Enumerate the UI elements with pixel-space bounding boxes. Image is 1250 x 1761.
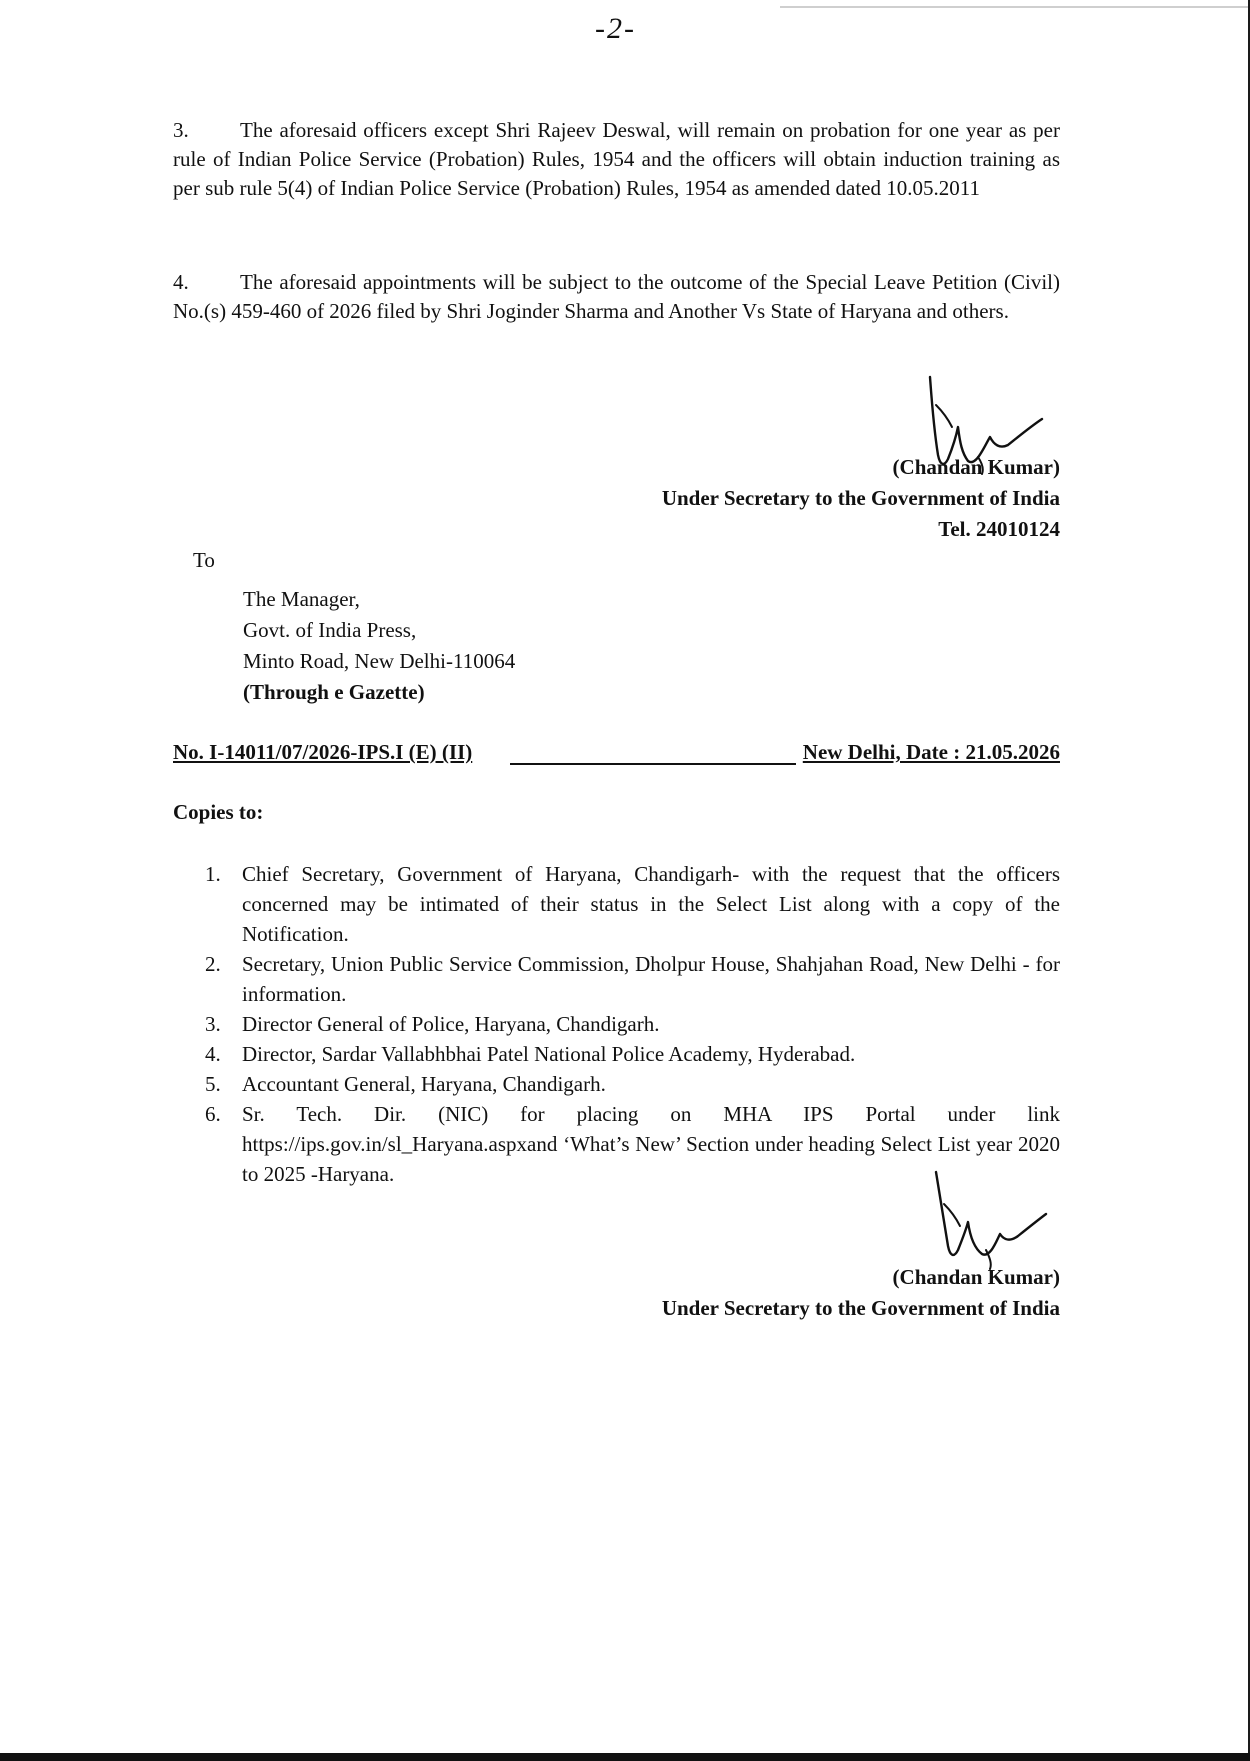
list-item [173, 949, 1060, 1009]
reference-place-date: New Delhi, Date : 21.05.2026 [802, 740, 1060, 764]
paragraph-number: 3. [173, 118, 189, 142]
paragraph-3 [173, 116, 1060, 203]
signatory-block-2 [662, 1262, 1060, 1324]
list-item-text: Chief Secretary, Government of Haryana, Chandigarh- with the request that the officers concerned may be intimated of their status in the Select List along with a copy of the Notification. [242, 862, 1060, 946]
list-item [173, 859, 1060, 949]
list-item-number: 3. [205, 1012, 221, 1036]
paragraph-number: 4. [173, 270, 189, 294]
page-number: -2- [595, 12, 636, 45]
paragraph-text: The aforesaid officers except Shri Rajeev Deswal, will remain on probation for one year as per rule of Indian Police Service (Probation) Rules, 1954 and the officers will obtain induction training as per sub rule 5(4) of Indian Police Service (Probation) Rules, 1954 as amended dated 10.05.2011 [173, 118, 1060, 200]
reference-number: No. I-14011/07/2026-IPS.I (E) (II) [173, 740, 473, 764]
signatory-designation: Under Secretary to the Government of India [661, 486, 1060, 510]
paragraph-text: The aforesaid appointments will be subject to the outcome of the Special Leave Petition (Civil) No.(s) 459-460 of 2026 filed by Shri Joginder Sharma and Another Vs State of Haryana and others. [173, 270, 1060, 323]
to-label: To [193, 548, 215, 572]
list-item [173, 1069, 1060, 1099]
scan-edge-top [780, 6, 1250, 8]
address-line: Govt. of India Press, [243, 618, 417, 642]
list-item [173, 1099, 1060, 1189]
signatory-block-1 [662, 452, 1060, 545]
addressee-block [243, 584, 515, 708]
copies-heading: Copies to: [173, 800, 264, 824]
signatory-name: (Chandan Kumar) [892, 455, 1060, 479]
list-item-number: 1. [205, 862, 221, 886]
list-item [173, 1009, 1060, 1039]
reference-rule [510, 763, 796, 765]
address-line: Minto Road, New Delhi-110064 [243, 649, 516, 673]
list-item-text: Accountant General, Haryana, Chandigarh. [242, 1072, 606, 1096]
signatory-name: (Chandan Kumar) [892, 1265, 1060, 1289]
list-item-text: Secretary, Union Public Service Commission, Dholpur House, Shahjahan Road, New Delhi - for information. [242, 952, 1060, 1006]
scan-edge-bottom [0, 1753, 1250, 1761]
signature-image-2 [930, 1170, 1050, 1270]
list-item-text: Director, Sardar Vallabhbhai Patel National Police Academy, Hyderabad. [242, 1042, 856, 1066]
list-item-number: 6. [205, 1102, 221, 1126]
list-item [173, 1039, 1060, 1069]
copies-list [173, 859, 1060, 1189]
address-line: The Manager, [243, 587, 360, 611]
list-item-number: 5. [205, 1072, 221, 1096]
list-item-text: Sr. Tech. Dir. (NIC) for placing on MHA IPS Portal under link https://ips.gov.in/sl_Haryana.aspxand ‘What’s New’ Section under heading Select List year 2020 to 2025 -Haryana. [242, 1102, 1060, 1186]
list-item-number: 2. [205, 952, 221, 976]
address-via: (Through e Gazette) [243, 680, 425, 704]
list-item-text: Director General of Police, Haryana, Chandigarh. [242, 1012, 660, 1036]
reference-line [173, 740, 1060, 768]
signatory-telephone: Tel. 24010124 [938, 517, 1060, 541]
paragraph-4 [173, 268, 1060, 326]
signatory-designation: Under Secretary to the Government of India [661, 1296, 1060, 1320]
list-item-number: 4. [205, 1042, 221, 1066]
